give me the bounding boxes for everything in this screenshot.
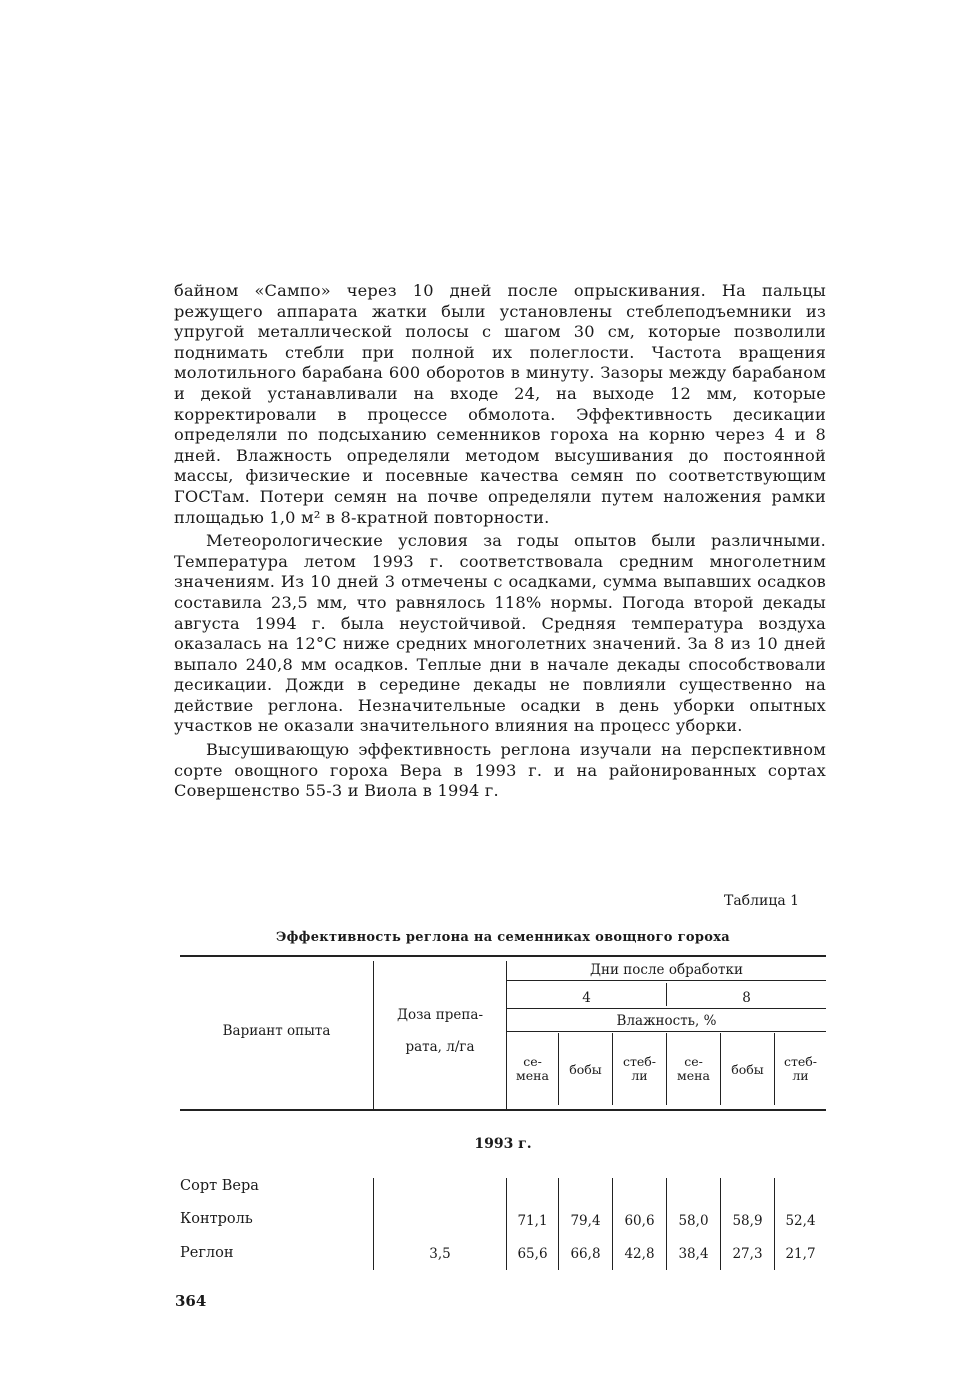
row-label-control: Контроль	[180, 1211, 253, 1227]
year-heading: 1993 г.	[474, 1136, 532, 1152]
header-day-4: 4	[582, 990, 591, 1006]
page-number: 364	[175, 1292, 207, 1310]
header-dose-line2: рата, л/га	[405, 1039, 475, 1055]
header-seeds-8: се- мена	[677, 1054, 710, 1083]
table-number: Таблица 1	[724, 893, 800, 909]
control-seeds-4: 71,1	[517, 1213, 548, 1229]
header-stems-8: стеб- ли	[783, 1054, 818, 1083]
paragraph-1: байном «Сампо» через 10 дней после опрыскивания. На пальцы режущего аппарата жатки были установлены стеблеподъемники из упругой металлической полосы с шагом 30 см, которые позволили поднимать стебли при полной их полеглости. Частота вращения молотильного барабана 600 оборотов в минуту. Зазоры между барабаном и декой устанавливали на входе 24, на выходе 12 мм, которые корректировали в процессе обмолота. Эффективность десикации определяли по подсыханию семенников гороха на корню через 4 и 8 дней. Влажность определяли методом высушивания до постоянной массы, физические и посевные качества семян по соответствующим ГОСТам. Потери семян на почве определяли путем наложения рамки площадью 1,0 м² в 8-кратной повторности.	[174, 281, 826, 527]
header-seeds-4: се- мена	[516, 1054, 549, 1083]
header-stems-4: стеб- ли	[622, 1054, 657, 1083]
table-header	[180, 955, 826, 1115]
control-pods-8: 58,9	[732, 1213, 763, 1229]
body-text	[174, 281, 826, 802]
control-seeds-8: 58,0	[678, 1213, 709, 1229]
row-label-reglone: Реглон	[180, 1245, 234, 1261]
rule-day-numbers	[507, 1008, 826, 1009]
col-divider-variant	[373, 961, 374, 1109]
reglone-seeds-4: 65,6	[517, 1246, 548, 1262]
reglone-seeds-8: 38,4	[678, 1246, 709, 1262]
reglone-pods-4: 66,8	[570, 1246, 601, 1262]
header-pods-4: бобы	[569, 1062, 602, 1077]
control-stems-8: 52,4	[785, 1213, 816, 1229]
header-dose-line1: Доза препа-	[396, 1007, 484, 1023]
header-pods-8: бобы	[731, 1062, 764, 1077]
rule-moisture	[507, 1031, 826, 1032]
control-stems-4: 60,6	[624, 1213, 655, 1229]
paragraph-2: Метеорологические условия за годы опытов были различными. Температура летом 1993 г. соответствовала средним многолетним значениям. Из 10 дней 3 отмечены с осадками, сумма выпавших осадков составила 23,5 мм, что равнялось 118% нормы. Погода второй декады августа 1994 г. была неустойчивой. Средняя температура воздуха оказалась на 12°С ниже средних многолетних значений. За 8 из 10 дней выпало 240,8 мм осадков. Теплые дни в начале декады способствовали десикации. Дожди в середине декады не повлияли существенно на действие реглона. Незначительные осадки в день уборки опытных участков не оказали значительного влияния на процесс уборки.	[174, 531, 826, 736]
reglone-stems-4: 42,8	[624, 1246, 655, 1262]
header-days: Дни после обработки	[590, 962, 743, 978]
reglone-stems-8: 21,7	[785, 1246, 816, 1262]
control-pods-4: 79,4	[570, 1213, 601, 1229]
rule-days	[507, 980, 826, 981]
rule-top	[180, 955, 826, 957]
rule-bottom	[180, 1109, 826, 1111]
header-moisture: Влажность, %	[616, 1013, 717, 1029]
paragraph-3: Высушивающую эффективность реглона изучали на перспективном сорте овощного гороха Вера в 1993 г. и на районированных сортах Совершенство 55-3 и Виола в 1994 г.	[174, 740, 826, 801]
col-divider-dose	[506, 961, 507, 1109]
table-title: Эффективность реглона на семенниках овощного гороха	[276, 930, 730, 945]
reglone-dose: 3,5	[429, 1246, 451, 1262]
reglone-pods-8: 27,3	[732, 1246, 763, 1262]
row-label-variety: Сорт Вера	[180, 1178, 259, 1194]
header-day-8: 8	[742, 990, 751, 1006]
header-variant: Вариант опыта	[222, 1023, 331, 1039]
